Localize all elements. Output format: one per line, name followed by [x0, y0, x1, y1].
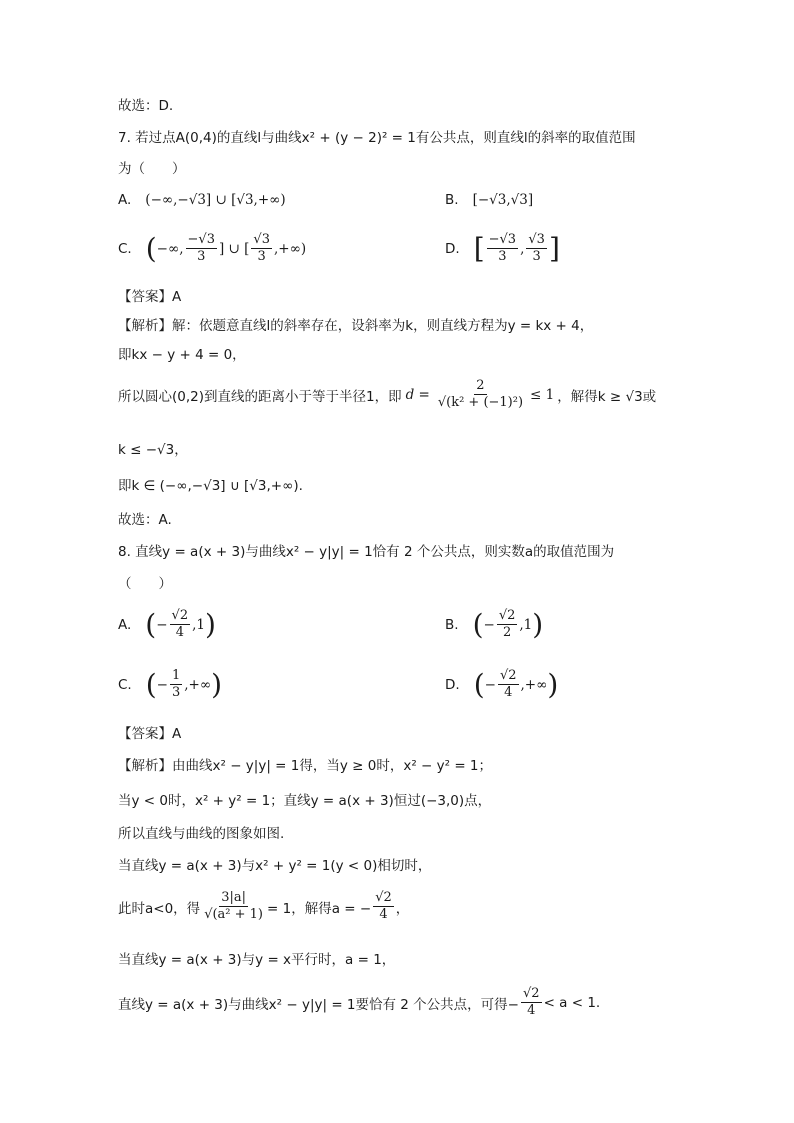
- q8-c-minus: −: [156, 676, 168, 693]
- q8-d-tail: ,+∞: [520, 676, 548, 693]
- q7-d-frac1-num: −√3: [488, 232, 517, 247]
- q8-b-frac: [497, 608, 518, 641]
- q7-option-c: [118, 232, 306, 265]
- q7-solution-line2: 即kx − y + 4 = 0，: [118, 347, 246, 363]
- q7-option-d-label: D.: [445, 240, 460, 257]
- q7-c-frac1-den: 3: [197, 249, 206, 264]
- q8-b-frac-num: √2: [498, 608, 516, 623]
- q8-range-num: √2: [523, 986, 540, 1001]
- q7-c-mid: ] ∪ [: [218, 240, 250, 257]
- q8-a-value-den: 4: [379, 907, 388, 922]
- q8-stem-line1: 8. 直线y = a(x + 3)与曲线x² − y|y| = 1恰有 2 个公共点，则实数a的取值范围为: [118, 544, 615, 560]
- q7-c-frac2: [251, 232, 272, 265]
- q8-option-d: [445, 668, 558, 701]
- q8-option-b-label: B.: [445, 616, 459, 633]
- q7-solution-line3-a: 所以圆心(0,2)到直线的距离小于等于半径1，即: [118, 388, 402, 405]
- q7-c-open-paren: (: [145, 231, 157, 265]
- q8-tangent-den: √(a² + 1): [204, 907, 264, 922]
- q8-solution-line7-a: 直线y = a(x + 3)与曲线x² − y|y| = 1要恰有 2 个公共点，可得−: [118, 996, 519, 1013]
- q7-c-frac2-den: 3: [257, 249, 266, 264]
- q7-stem-line2: 为（ ）: [118, 161, 186, 177]
- q7-option-c-label: C.: [118, 240, 132, 257]
- q8-a-close-paren: ): [205, 607, 216, 641]
- q7-d-frac1: [487, 232, 518, 265]
- q8-d-frac-num: √2: [499, 668, 517, 683]
- q8-c-frac: [170, 668, 182, 701]
- q7-option-b-expr: [−√3,√3]: [472, 192, 534, 208]
- q7-d-open-bracket: [: [473, 231, 485, 265]
- q7-option-a: [118, 192, 286, 208]
- q7-c-frac2-num: √3: [253, 232, 270, 247]
- q7-distance-den: √(k² + (−1)²): [437, 395, 524, 410]
- q8-solution-line5-b: = 1，解得a = −: [267, 900, 372, 917]
- q7-d-close-bracket: ]: [548, 231, 560, 265]
- q7-option-d: [445, 232, 560, 265]
- q8-solution-line3: 所以直线与曲线的图象如图.: [118, 826, 285, 842]
- q7-stem-line1: 7. 若过点A(0,4)的直线l与曲线x² + (y − 2)² = 1有公共点，则直线l的斜率的取值范围: [118, 130, 636, 146]
- q8-d-open-paren: (: [473, 667, 485, 701]
- previous-answer-line: 故选：D.: [118, 98, 174, 114]
- q7-c-left: −∞,: [156, 240, 184, 257]
- q7-d-frac2-den: 3: [532, 249, 541, 264]
- q8-d-frac: [498, 668, 519, 701]
- q8-solution-line5-c: ，: [395, 900, 410, 917]
- q8-solution-line2: 当y < 0时，x² + y² = 1；直线y = a(x + 3)恒过(−3,0)点，: [118, 793, 492, 809]
- q8-option-b: [445, 608, 543, 641]
- q8-b-tail: ,1: [519, 616, 533, 633]
- q7-le1: ≤ 1: [530, 386, 555, 403]
- q8-option-a: [118, 608, 216, 641]
- q8-d-close-paren: ): [547, 667, 559, 701]
- q8-a-minus: −: [156, 616, 168, 633]
- q7-solution-line5: 即k ∈ (−∞,−√3] ∪ [√3,+∞).: [118, 478, 303, 494]
- q8-d-minus: −: [484, 676, 496, 693]
- q8-c-close-paren: ): [211, 667, 223, 701]
- q7-distance-num: 2: [476, 378, 485, 393]
- q7-option-a-expr: (−∞,−√3] ∪ [√3,+∞): [145, 192, 286, 208]
- q8-range-den: 4: [527, 1003, 536, 1018]
- q8-option-c-label: C.: [118, 676, 132, 693]
- q7-solution-line4: k ≤ −√3，: [118, 442, 188, 458]
- q8-solution-line5-a: 此时a<0，得: [118, 900, 201, 917]
- q8-c-open-paren: (: [145, 667, 157, 701]
- q8-solution-line5: [118, 890, 409, 923]
- q8-tangent-num: 3|a|: [221, 890, 246, 905]
- q8-solution-line6: 当直线y = a(x + 3)与y = x平行时，a = 1，: [118, 952, 396, 968]
- q8-answer: 【答案】A: [118, 726, 182, 742]
- q7-option-a-label: A.: [118, 192, 132, 208]
- q8-a-frac-den: 4: [175, 625, 184, 640]
- q7-d-frac2-num: √3: [528, 232, 545, 247]
- q8-a-tail: ,1: [192, 616, 205, 633]
- q8-solution-line4: 当直线y = a(x + 3)与x² + y² = 1(y < 0)相切时，: [118, 858, 432, 874]
- q7-solution-line6: 故选：A.: [118, 512, 172, 528]
- q8-solution-line7-b: < a < 1.: [543, 994, 601, 1011]
- q7-solution-line1: 【解析】解：依题意直线l的斜率存在，设斜率为k，则直线方程为y = kx + 4，: [118, 318, 594, 334]
- q7-distance-frac: [436, 378, 525, 411]
- q8-option-c: [118, 668, 222, 701]
- q7-c-frac1: [186, 232, 217, 265]
- q8-tangent-frac: [202, 890, 265, 923]
- q7-answer: 【答案】A: [118, 289, 182, 305]
- q8-solution-line7: [118, 986, 600, 1019]
- q8-option-a-label: A.: [118, 616, 132, 633]
- q8-a-value-frac: [373, 890, 394, 923]
- q7-option-b-label: B.: [445, 192, 459, 208]
- q8-c-frac-den: 3: [171, 685, 181, 700]
- q8-b-minus: −: [483, 616, 495, 633]
- q8-c-frac-num: 1: [171, 668, 181, 683]
- q8-b-close-paren: ): [532, 607, 544, 641]
- q8-a-frac: [170, 608, 191, 641]
- q7-solution-line3-b: ，解得k ≥ √3或: [557, 388, 657, 405]
- q8-b-open-paren: (: [472, 607, 484, 641]
- q7-d-frac2: [526, 232, 547, 265]
- q8-c-tail: ,+∞: [184, 676, 212, 693]
- q8-d-frac-den: 4: [504, 685, 513, 700]
- q8-a-open-paren: (: [145, 607, 157, 641]
- q7-d-sep: ,: [520, 240, 525, 257]
- q8-a-value-num: √2: [375, 890, 392, 905]
- q7-d-eq: d =: [405, 386, 430, 403]
- q7-d-frac1-den: 3: [498, 249, 507, 264]
- q8-option-d-label: D.: [445, 676, 460, 693]
- q8-solution-line1: 【解析】由曲线x² − y|y| = 1得，当y ≥ 0时，x² − y² = 1；: [118, 758, 493, 774]
- q7-c-frac1-num: −√3: [187, 232, 215, 247]
- q8-stem-line2: （ ）: [118, 576, 172, 592]
- q8-a-frac-num: √2: [171, 608, 189, 623]
- q7-c-right: ,+∞): [273, 240, 307, 257]
- q8-b-frac-den: 2: [502, 625, 512, 640]
- q7-option-b: [445, 192, 533, 208]
- q8-range-frac: [521, 986, 542, 1019]
- q7-solution-line3: [118, 378, 656, 411]
